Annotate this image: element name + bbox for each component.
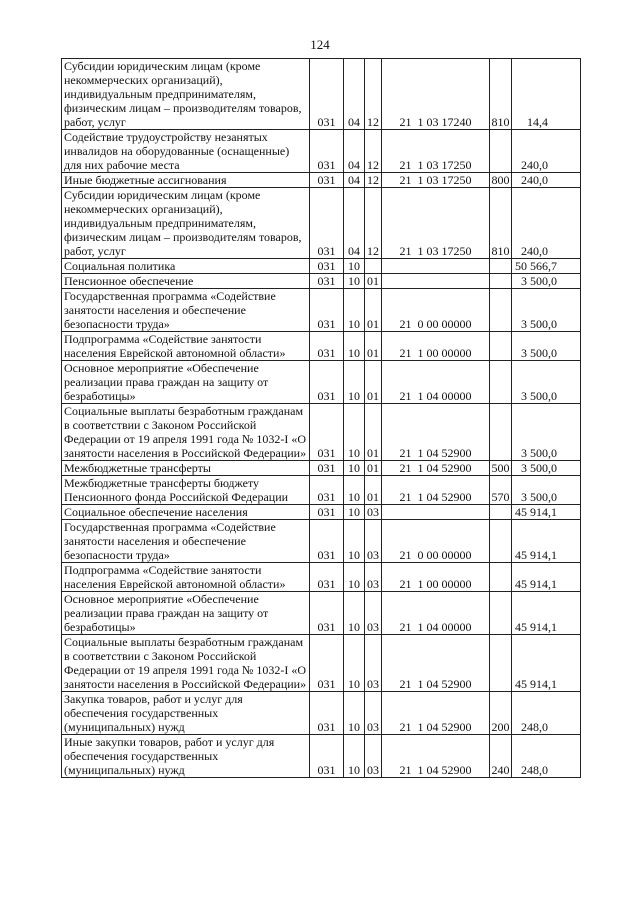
table-row [62,274,581,289]
table-row [62,130,581,173]
amount-value: 248,0 [512,692,581,735]
expense-type-code: 500 [491,461,510,475]
amount-value: 45 914,1 [512,520,581,563]
amount-value: 3 500,0 [512,332,581,361]
ministry-code: 031 [310,404,344,461]
ministry-code: 031 [310,592,344,635]
amount-value: 45 914,1 [512,505,581,520]
target-article-code: 21 1 04 00000 [382,361,490,404]
expense-type-code [490,361,512,404]
row-name: Основное мероприятие «Обеспечение реализации права граждан на защиту от безработицы» [62,592,310,635]
target-article-code: 21 1 03 17250 [382,173,490,188]
table-row [62,332,581,361]
section-code: 10 [344,289,365,332]
section-code: 10 [344,404,365,461]
amount-value: 45 914,1 [512,592,581,635]
section-code: 10 [344,505,365,520]
expense-type-code: 200 [490,692,512,735]
subsection-code: 01 [365,289,382,332]
expense-type-code [490,289,512,332]
row-name: Подпрограмма «Содействие занятости населения Еврейской автономной области» [62,563,310,592]
expense-type-code [490,563,512,592]
section-code: 04 [344,130,365,173]
section-code: 10 [344,563,365,592]
table-row [62,361,581,404]
row-name: Иные бюджетные ассигнования [62,173,310,188]
expense-type-code [490,274,512,289]
ministry-code: 031 [310,130,344,173]
expense-type-code: 240 [490,735,512,778]
expense-type-code: 570 [490,476,512,505]
section-code: 04 [344,173,365,188]
row-name: Социальное обеспечение населения [62,505,310,520]
row-name: Государственная программа «Содействие занятости населения и обеспечение безопасности труда» [62,520,310,563]
row-name: Социальные выплаты безработным гражданам в соответствии с Законом Российской Федерации от 19 апреля 1991 года № 1032-I «О занятости населения в Российской Федерации» [62,404,310,461]
expense-type-code [490,404,512,461]
table-row [62,404,581,461]
subsection-code: 12 [365,188,382,259]
ministry-code: 031 [310,173,344,188]
budget-table [61,58,581,778]
expense-type-code: 800 [491,173,510,187]
table-row [62,735,581,778]
subsection-code: 01 [365,332,382,361]
subsection-code: 01 [365,274,382,289]
section-code: 10 [344,476,365,505]
subsection-code: 03 [365,592,382,635]
table-row [62,59,581,130]
ministry-code: 031 [310,476,344,505]
amount-value: 3 500,0 [512,476,581,505]
row-name: Социальная политика [62,259,310,274]
subsection-code: 03 [365,692,382,735]
amount-value: 3 500,0 [512,361,581,404]
section-code: 10 [344,332,365,361]
amount-value: 45 914,1 [512,635,581,692]
subsection-code: 03 [365,563,382,592]
target-article-code: 21 1 04 52900 [382,461,490,476]
section-code: 10 [344,259,365,274]
row-name: Социальные выплаты безработным гражданам в соответствии с Законом Российской Федерации от 19 апреля 1991 года № 1032-I «О занятости населения в Российской Федерации» [62,635,310,692]
expense-type-code [490,635,512,692]
ministry-code: 031 [310,520,344,563]
ministry-code: 031 [310,59,344,130]
target-article-code: 21 1 00 00000 [382,563,490,592]
target-article-code: 21 1 00 00000 [382,332,490,361]
section-code: 10 [344,692,365,735]
table-row [62,173,581,188]
target-article-code: 21 1 03 17250 [382,188,490,259]
expense-type-code: 810 [490,59,512,130]
target-article-code: 21 1 04 52900 [382,692,490,735]
table-row [62,692,581,735]
ministry-code: 031 [310,635,344,692]
amount-value: 248,0 [512,735,581,778]
target-article-code: 21 1 04 52900 [382,404,490,461]
subsection-code: 03 [365,635,382,692]
subsection-code: 12 [365,130,382,173]
subsection-code: 01 [365,361,382,404]
target-article-code [382,259,490,274]
expense-type-code: 810 [490,188,512,259]
target-article-code: 21 1 04 52900 [382,635,490,692]
amount-value: 3 500,0 [512,461,581,476]
row-name: Пенсионное обеспечение [62,274,310,289]
ministry-code: 031 [310,259,344,274]
amount-value: 45 914,1 [512,563,581,592]
row-name: Содействие трудоустройству незанятых инвалидов на оборудованные (оснащенные) для них рабочие места [62,130,310,173]
section-code: 10 [344,520,365,563]
table-row [62,289,581,332]
row-name: Государственная программа «Содействие занятости населения и обеспечение безопасности труда» [62,289,310,332]
subsection-code [365,259,382,274]
amount-value: 240,0 [512,173,581,188]
row-name: Субсидии юридическим лицам (кроме некоммерческих организаций), индивидуальным предпринимателям, физическим лицам – производителям товаров, работ, услуг [62,188,310,259]
target-article-code: 21 1 04 52900 [382,476,490,505]
target-article-code: 21 0 00 00000 [382,289,490,332]
amount-value: 14,4 [512,59,581,130]
expense-type-code [490,505,512,520]
ministry-code: 031 [310,332,344,361]
row-name: Иные закупки товаров, работ и услуг для обеспечения государственных (муниципальных) нужд [62,735,310,778]
target-article-code: 21 1 04 52900 [382,735,490,778]
subsection-code: 03 [365,520,382,563]
section-code: 10 [344,735,365,778]
amount-value: 3 500,0 [512,404,581,461]
target-article-code [382,505,490,520]
subsection-code: 03 [365,735,382,778]
ministry-code: 031 [310,361,344,404]
row-name: Закупка товаров, работ и услуг для обеспечения государственных (муниципальных) нужд [62,692,310,735]
ministry-code: 031 [310,563,344,592]
amount-value: 240,0 [512,188,581,259]
table-row [62,563,581,592]
table-row [62,188,581,259]
table-row [62,520,581,563]
subsection-code: 12 [365,173,382,188]
row-name: Межбюджетные трансферты бюджету Пенсионного фонда Российской Федерации [62,476,310,505]
section-code: 04 [344,59,365,130]
subsection-code: 01 [365,461,382,476]
amount-value: 3 500,0 [512,274,581,289]
row-name: Подпрограмма «Содействие занятости населения Еврейской автономной области» [62,332,310,361]
subsection-code: 01 [365,404,382,461]
table-row [62,592,581,635]
ministry-code: 031 [310,289,344,332]
ministry-code: 031 [310,274,344,289]
section-code: 10 [344,635,365,692]
table-row [62,635,581,692]
ministry-code: 031 [310,692,344,735]
section-code: 10 [344,461,365,476]
target-article-code: 21 0 00 00000 [382,520,490,563]
expense-type-code [490,259,512,274]
target-article-code [382,274,490,289]
amount-value: 240,0 [512,130,581,173]
expense-type-code [490,592,512,635]
amount-value: 50 566,7 [512,259,581,274]
ministry-code: 031 [310,505,344,520]
target-article-code: 21 1 03 17240 [382,59,490,130]
expense-type-code [490,130,512,173]
table-row [62,461,581,476]
row-name: Субсидии юридическим лицам (кроме некоммерческих организаций), индивидуальным предпринимателям, физическим лицам – производителям товаров, работ, услуг [62,59,310,130]
table-row [62,505,581,520]
section-code: 04 [344,188,365,259]
table-body [62,59,581,778]
amount-value: 3 500,0 [512,289,581,332]
target-article-code: 21 1 03 17250 [382,130,490,173]
row-name: Основное мероприятие «Обеспечение реализации права граждан на защиту от безработицы» [62,361,310,404]
row-name: Межбюджетные трансферты [62,461,310,476]
section-code: 10 [344,274,365,289]
subsection-code: 12 [365,59,382,130]
table-row [62,259,581,274]
subsection-code: 03 [365,505,382,520]
expense-type-code [490,520,512,563]
section-code: 10 [344,361,365,404]
section-code: 10 [344,592,365,635]
page-number: 124 [310,37,330,52]
table-row [62,476,581,505]
ministry-code: 031 [310,735,344,778]
subsection-code: 01 [365,476,382,505]
expense-type-code [490,332,512,361]
ministry-code: 031 [310,461,344,476]
target-article-code: 21 1 04 00000 [382,592,490,635]
ministry-code: 031 [310,188,344,259]
